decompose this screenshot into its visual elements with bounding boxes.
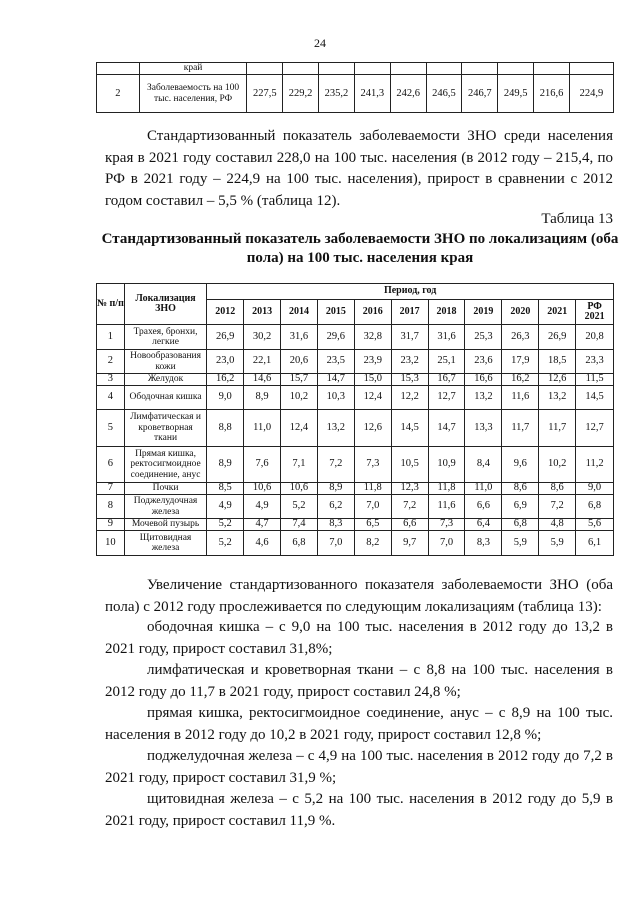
cell-value: 15,7 <box>281 374 318 386</box>
cell-value: 26,9 <box>207 325 244 350</box>
cell-value: 20,6 <box>281 350 318 374</box>
row-number: 4 <box>97 386 125 410</box>
cell-value: 11,6 <box>428 495 465 519</box>
cell-value: 12,6 <box>539 374 576 386</box>
localization-name: Новообразования кожи <box>124 350 206 374</box>
cell-value: 5,6 <box>576 519 614 531</box>
header-year: 2016 <box>354 300 391 325</box>
list-item: ободочная кишка – с 9,0 на 100 тыс. населения в 2012 году до 13,2 в 2021 году, прирост составил 31,8%; <box>105 619 613 657</box>
cell-value: 8,3 <box>465 531 502 556</box>
table-row <box>97 386 614 410</box>
cell-value: 8,8 <box>207 410 244 447</box>
cell-value: 8,6 <box>539 483 576 495</box>
localization-name: Ободочная кишка <box>124 386 206 410</box>
cell-value: 14,7 <box>317 374 354 386</box>
cell-value: 11,8 <box>354 483 391 495</box>
cell-value: 12,7 <box>576 410 614 447</box>
table-row <box>97 374 614 386</box>
cell-value: 14,5 <box>576 386 614 410</box>
cell-value: 25,3 <box>465 325 502 350</box>
cell-value: 11,5 <box>576 374 614 386</box>
localization-name: Лимфатическая и кроветворная ткани <box>124 410 206 447</box>
cell-value: 7,3 <box>428 519 465 531</box>
localization-table <box>96 283 614 556</box>
cell-value: 8,5 <box>207 483 244 495</box>
list-item: поджелудочная железа – с 4,9 на 100 тыс. населения в 2012 году до 7,2 в 2021 году, прирост составил 31,9 %; <box>105 748 613 786</box>
localization-name: Трахея, бронхи, легкие <box>124 325 206 350</box>
cell-value: 6,9 <box>502 495 539 519</box>
header-year: 2013 <box>244 300 281 325</box>
cell-value: 14,5 <box>391 410 428 447</box>
row-number: 9 <box>97 519 125 531</box>
row-number: 7 <box>97 483 125 495</box>
table-row <box>97 75 614 113</box>
cell-value: 5,2 <box>207 531 244 556</box>
cell-value: 7,2 <box>317 447 354 483</box>
cell-value: 6,4 <box>465 519 502 531</box>
localization-name: Поджелудочная железа <box>124 495 206 519</box>
paragraph-increase: Увеличение стандартизованного показателя заболеваемости ЗНО (оба пола) с 2012 году прослеживается по следующим локализациям (таблица 13): <box>105 577 613 615</box>
cell-value: 12,2 <box>391 386 428 410</box>
cell-value: 242,6 <box>390 75 426 113</box>
header-year: 2012 <box>207 300 244 325</box>
header-localization: Локализация ЗНО <box>124 284 206 325</box>
cell-value: 23,0 <box>207 350 244 374</box>
header-row <box>97 284 614 300</box>
cell-value: 7,3 <box>354 447 391 483</box>
cell-value: 8,9 <box>207 447 244 483</box>
cell-value: 26,3 <box>502 325 539 350</box>
cell-value: 4,8 <box>539 519 576 531</box>
cell-value: 23,6 <box>465 350 502 374</box>
cell-value: 11,7 <box>539 410 576 447</box>
cell-value: 10,6 <box>244 483 281 495</box>
header-year: 2021 <box>539 300 576 325</box>
cell-value: 8,3 <box>317 519 354 531</box>
cell-value: 6,8 <box>281 531 318 556</box>
cell-value: 246,7 <box>462 75 498 113</box>
continuation-text: край <box>139 63 247 75</box>
list-item: щитовидная железа – с 5,2 на 100 тыс. населения в 2012 году до 5,9 в 2021 году, прирост составил 11,9 %. <box>105 791 613 829</box>
table-title: Стандартизованный показатель заболеваемости ЗНО по локализациям (оба пола) на 100 тыс. населения края <box>101 231 619 266</box>
cell-value: 16,7 <box>428 374 465 386</box>
cell-value: 31,6 <box>281 325 318 350</box>
cell-value: 6,5 <box>354 519 391 531</box>
cell-value: 4,7 <box>244 519 281 531</box>
cell-value: 7,4 <box>281 519 318 531</box>
cell-value: 23,9 <box>354 350 391 374</box>
list-item: лимфатическая и кроветворная ткани – с 8,8 на 100 тыс. населения в 2012 году до 11,7 в 2021 году, прирост составил 24,8 %; <box>105 662 613 700</box>
cell-value: 13,2 <box>539 386 576 410</box>
cell-value: 17,9 <box>502 350 539 374</box>
table-row <box>97 519 614 531</box>
cell-value: 30,2 <box>244 325 281 350</box>
cell-value: 13,2 <box>465 386 502 410</box>
cell-value: 246,5 <box>426 75 462 113</box>
cell-value: 10,9 <box>428 447 465 483</box>
cell-value: 241,3 <box>354 75 390 113</box>
cell-value: 6,6 <box>391 519 428 531</box>
table-caption: Таблица 13 <box>541 211 613 227</box>
cell-value: 4,9 <box>207 495 244 519</box>
page-number: 24 <box>314 36 326 50</box>
cell-value: 5,2 <box>207 519 244 531</box>
cell-value: 13,3 <box>465 410 502 447</box>
table-body <box>97 325 614 556</box>
localization-name: Прямая кишка, ректосигмоидное соединение, анус <box>124 447 206 483</box>
cell-value: 14,7 <box>428 410 465 447</box>
row-label: Заболеваемость на 100 тыс. населения, РФ <box>139 75 247 113</box>
localization-name: Почки <box>124 483 206 495</box>
cell-value: 10,3 <box>317 386 354 410</box>
cell-value: 23,3 <box>576 350 614 374</box>
row-number: 3 <box>97 374 125 386</box>
cell-value: 8,6 <box>502 483 539 495</box>
cell-value: 8,4 <box>465 447 502 483</box>
cell-value: 16,6 <box>465 374 502 386</box>
cell-value: 12,3 <box>391 483 428 495</box>
cell-value: 9,0 <box>576 483 614 495</box>
table-row <box>97 531 614 556</box>
cell-value: 23,2 <box>391 350 428 374</box>
cell-value: 11,8 <box>428 483 465 495</box>
cell-value: 229,2 <box>283 75 319 113</box>
localization-name: Мочевой пузырь <box>124 519 206 531</box>
cell-value: 11,6 <box>502 386 539 410</box>
cell-value: 16,2 <box>207 374 244 386</box>
cell-value: 32,8 <box>354 325 391 350</box>
cell-value: 12,4 <box>354 386 391 410</box>
cell-value: 11,0 <box>465 483 502 495</box>
cell-value: 7,0 <box>354 495 391 519</box>
row-number: 8 <box>97 495 125 519</box>
cell-value: 10,2 <box>539 447 576 483</box>
cell-value: 7,1 <box>281 447 318 483</box>
list-item: прямая кишка, ректосигмоидное соединение, анус – с 8,9 на 100 тыс. населения в 2012 году до 10,2 в 2021 году, прирост составил 12,8 %; <box>105 705 613 743</box>
cell-value: 12,7 <box>428 386 465 410</box>
table-row <box>97 483 614 495</box>
header-year: 2018 <box>428 300 465 325</box>
cell-value: 15,0 <box>354 374 391 386</box>
cell-value: 216,6 <box>534 75 570 113</box>
cell-value: 5,2 <box>281 495 318 519</box>
cell-value: 7,2 <box>391 495 428 519</box>
header-year: 2017 <box>391 300 428 325</box>
cell-value: 31,7 <box>391 325 428 350</box>
cell-value: 23,5 <box>317 350 354 374</box>
cell-value: 224,9 <box>569 75 613 113</box>
cell-value: 25,1 <box>428 350 465 374</box>
cell-value: 4,9 <box>244 495 281 519</box>
row-number: 2 <box>97 350 125 374</box>
table-row <box>97 63 614 75</box>
header-year-rf: РФ 2021 <box>576 300 614 325</box>
cell-value: 5,9 <box>502 531 539 556</box>
cell-value: 6,2 <box>317 495 354 519</box>
cell-value: 7,0 <box>317 531 354 556</box>
cell-value: 9,6 <box>502 447 539 483</box>
cell-value: 8,2 <box>354 531 391 556</box>
row-number: 5 <box>97 410 125 447</box>
cell-value: 7,2 <box>539 495 576 519</box>
localization-name: Желудок <box>124 374 206 386</box>
table-row <box>97 447 614 483</box>
header-period: Период, год <box>207 284 614 300</box>
cell-value: 31,6 <box>428 325 465 350</box>
cell-value: 6,8 <box>502 519 539 531</box>
cell-value: 227,5 <box>247 75 283 113</box>
localization-name: Щитовидная железа <box>124 531 206 556</box>
table-row <box>97 325 614 350</box>
cell-value: 249,5 <box>498 75 534 113</box>
cell-value: 8,9 <box>317 483 354 495</box>
header-no: № п/п <box>97 284 125 325</box>
cell-value: 11,0 <box>244 410 281 447</box>
header-year: 2019 <box>465 300 502 325</box>
table-row <box>97 495 614 519</box>
cell-value: 15,3 <box>391 374 428 386</box>
cell-value: 5,9 <box>539 531 576 556</box>
cell-value: 10,2 <box>281 386 318 410</box>
cell-value: 12,6 <box>354 410 391 447</box>
row-number: 2 <box>97 75 140 113</box>
cell-value: 29,6 <box>317 325 354 350</box>
cell-value: 6,6 <box>465 495 502 519</box>
row-number: 10 <box>97 531 125 556</box>
continuation-table <box>96 62 614 113</box>
cell-value: 7,6 <box>244 447 281 483</box>
cell-value: 13,2 <box>317 410 354 447</box>
row-number: 1 <box>97 325 125 350</box>
header-year: 2020 <box>502 300 539 325</box>
cell-value: 10,5 <box>391 447 428 483</box>
header-year: 2015 <box>317 300 354 325</box>
cell-value: 8,9 <box>244 386 281 410</box>
cell-value: 20,8 <box>576 325 614 350</box>
cell-value: 6,1 <box>576 531 614 556</box>
cell-value: 18,5 <box>539 350 576 374</box>
table-row <box>97 350 614 374</box>
table-row <box>97 410 614 447</box>
paragraph-standardized-rate: Стандартизованный показатель заболеваемости ЗНО среди населения края в 2021 году составил 228,0 на 100 тыс. населения (в 2012 году – 215,4, по РФ в 2021 году – 224,9 на 100 тыс. населения), прирост в сравнении с 2012 годом составил – 5,5 % (таблица 12). <box>105 128 613 209</box>
cell-value: 12,4 <box>281 410 318 447</box>
cell-value: 26,9 <box>539 325 576 350</box>
cell-value: 9,7 <box>391 531 428 556</box>
cell-value: 10,6 <box>281 483 318 495</box>
cell-value: 4,6 <box>244 531 281 556</box>
cell-value: 14,6 <box>244 374 281 386</box>
cell-value: 11,7 <box>502 410 539 447</box>
cell-value: 9,0 <box>207 386 244 410</box>
cell-value: 235,2 <box>319 75 355 113</box>
cell-value: 6,8 <box>576 495 614 519</box>
header-year: 2014 <box>281 300 318 325</box>
cell-value: 22,1 <box>244 350 281 374</box>
cell-value: 7,0 <box>428 531 465 556</box>
cell-value: 16,2 <box>502 374 539 386</box>
row-number: 6 <box>97 447 125 483</box>
cell-value: 11,2 <box>576 447 614 483</box>
